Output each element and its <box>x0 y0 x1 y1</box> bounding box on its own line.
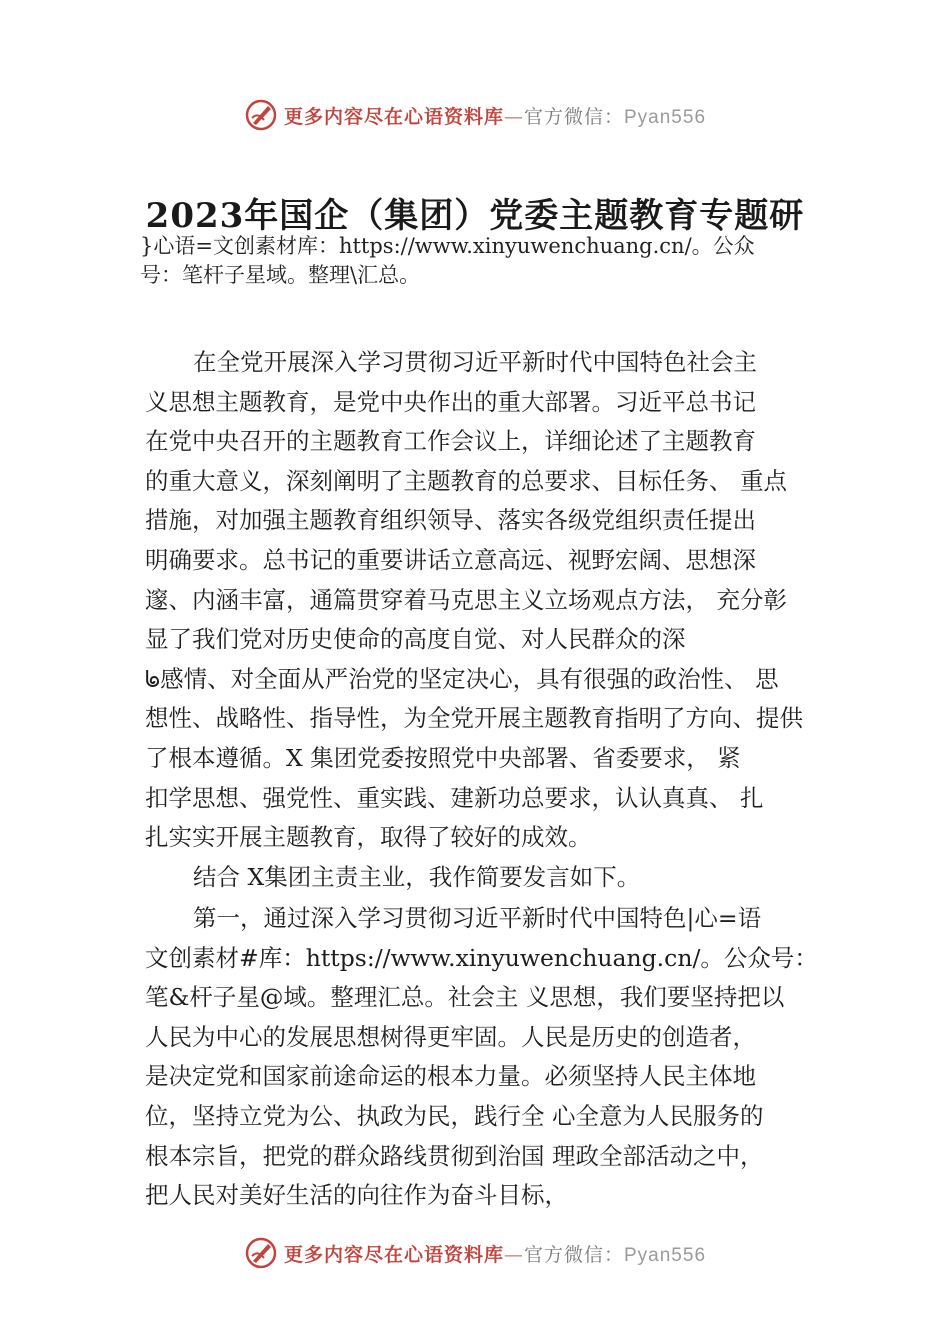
text-line: 是决定党和国家前途命运的根本力量。必须坚持人民主体地 <box>145 1062 756 1091</box>
text-line: 想性、战略性、指导性，为全党开展主题教育指明了方向、提供 <box>145 704 803 733</box>
text-line: 位，坚持立党为公、执政为民，践行全 心全意为人民服务的 <box>145 1101 764 1130</box>
banner-separator: — <box>503 105 524 128</box>
text-line: 在党中央召开的主题教育工作会议上，详细论述了主题教育 <box>145 427 756 456</box>
text-line: 措施，对加强主题教育组织领导、落实各级党组织责任提出 <box>145 506 756 535</box>
source-note-line: }心语=文创素材库：https://www.xinyuwenchuang.cn/。公众 <box>140 234 755 258</box>
text-line: 第一，通过深入学习贯彻习近平新时代中国特色|心=语 <box>193 904 762 932</box>
text-line: 扣学思想、强党性、重实践、建新功总要求，认认真真、 扎 <box>145 783 764 812</box>
text-line: 明确要求。总书记的重要讲话立意高远、视野宏阔、思想深 <box>145 545 756 574</box>
text-line: 笔&杆子星@域。整理汇总。社会主 义思想，我们要坚持把以 <box>145 983 785 1012</box>
paragraph-point-one <box>145 899 825 1216</box>
source-note-line: 号：笔杆子星域。整理\汇总。 <box>140 263 421 287</box>
text-line: 把人民对美好生活的向往作为奋斗目标， <box>145 1181 568 1210</box>
banner-text <box>284 102 706 129</box>
banner-slogan: 更多内容尽在心语资料库 <box>283 105 504 128</box>
text-line: 结合 X集团主责主业，我作简要发言如下。 <box>193 863 641 891</box>
source-note <box>140 232 830 290</box>
document-title: 2023年国企（集团）党委主题教育专题研 <box>145 196 805 236</box>
banner-wechat-label: 官方微信： <box>523 1243 624 1266</box>
banner-text <box>284 1240 706 1267</box>
text-line: 扎实实开展主题教育，取得了较好的成效。 <box>145 823 592 852</box>
paragraph-intro <box>145 343 825 858</box>
text-line: 的重大意义，深刻阐明了主题教育的总要求、目标任务、 重点 <box>145 466 787 495</box>
banner-wechat-label: 官方微信： <box>523 105 624 128</box>
text-line: ᖚ感情、对全面从严治党的坚定决心，具有很强的政治性、 思 <box>145 664 779 693</box>
text-line: 根本宗旨，把党的群众路线贯彻到治国 理政全部活动之中， <box>145 1141 764 1170</box>
text-line: 显了我们党对历史使命的高度自觉、对人民群众的深 <box>145 625 686 654</box>
banner-slogan: 更多内容尽在心语资料库 <box>283 1243 504 1266</box>
banner-wechat-id: Pyan556 <box>624 106 707 128</box>
text-line: 人民为中心的发展思想树得更牢固。人民是历史的创造者， <box>145 1022 756 1051</box>
brand-logo-icon <box>244 1236 278 1270</box>
text-line: 邃、内涵丰富，通篇贯穿着马克思主义立场观点方法， 充分彰 <box>145 585 787 614</box>
brand-logo-icon <box>244 98 278 132</box>
text-line: 文创素材#库：https://www.xinyuwenchuang.cn/。公众号： <box>145 943 818 972</box>
text-line: 了根本遵循。X 集团党委按照党中央部署、省委要求， 紧 <box>145 743 741 772</box>
text-line: 在全党开展深入学习贯彻习近平新时代中国特色社会主 <box>193 348 757 376</box>
footer-watermark-banner <box>0 1233 950 1273</box>
header-watermark-banner <box>0 95 950 135</box>
banner-separator: — <box>503 1243 524 1266</box>
paragraph-transition <box>145 858 825 898</box>
text-line: 义思想主题教育，是党中央作出的重大部署。习近平总书记 <box>145 387 756 416</box>
banner-wechat-id: Pyan556 <box>624 1244 707 1266</box>
